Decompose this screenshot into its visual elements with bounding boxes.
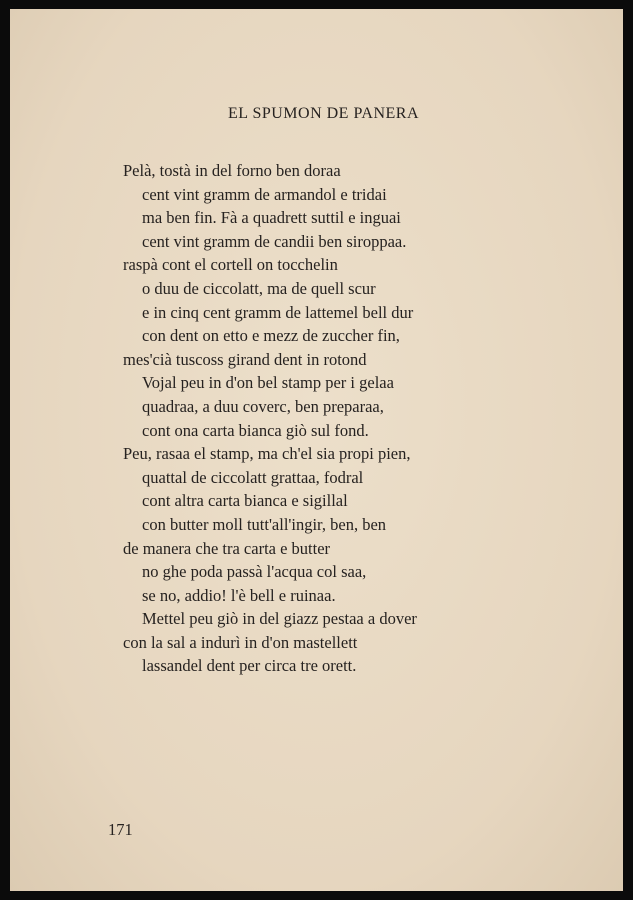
page-title: EL SPUMON DE PANERA [227,105,419,122]
poem-line: quadraa, a duu coverc, ben preparaa, [142,396,384,416]
poem-line: con la sal a indurì in d'on mastellett [123,632,358,652]
poem-line: cont altra carta bianca e sigillal [142,491,348,511]
poem-line: con butter moll tutt'all'ingir, ben, ben [142,514,387,534]
book-page [10,9,623,891]
poem-line: con dent on etto e mezz de zuccher fin, [142,326,400,346]
poem-line: Vojal peu in d'on bel stamp per i gelaa [142,373,394,393]
poem-line: lassandel dent per circa tre orett. [142,656,357,676]
poem-line: se no, addio! l'è bell e ruinaa. [142,585,336,605]
poem-line: Mettel peu giò in del giazz pestaa a dover [142,609,417,629]
page-number: 171 [108,820,133,839]
poem-line: e in cinq cent gramm de lattemel bell dur [142,302,414,322]
poem-line: Peu, rasaa el stamp, ma ch'el sia propi pien, [123,444,411,464]
poem-body [123,159,593,678]
poem-line: cent vint gramm de armandol e tridai [142,184,387,204]
poem-line: quattal de ciccolatt grattaa, fodral [142,467,364,487]
poem-line: cent vint gramm de candii ben siroppaa. [142,231,407,251]
poem-line: raspà cont el cortell on tocchelin [123,255,338,275]
poem-line: mes'cià tuscoss girand dent in rotond [123,349,367,369]
poem-line: cont ona carta bianca giò sul fond. [142,420,369,440]
poem-line: ma ben fin. Fà a quadrett suttil e inguai [142,208,401,228]
poem-line: no ghe poda passà l'acqua col saa, [142,562,367,582]
poem-line: o duu de ciccolatt, ma de quell scur [142,278,376,298]
poem-line: de manera che tra carta e butter [123,538,331,558]
poem-line: Pelà, tostà in del forno ben doraa [123,161,341,180]
